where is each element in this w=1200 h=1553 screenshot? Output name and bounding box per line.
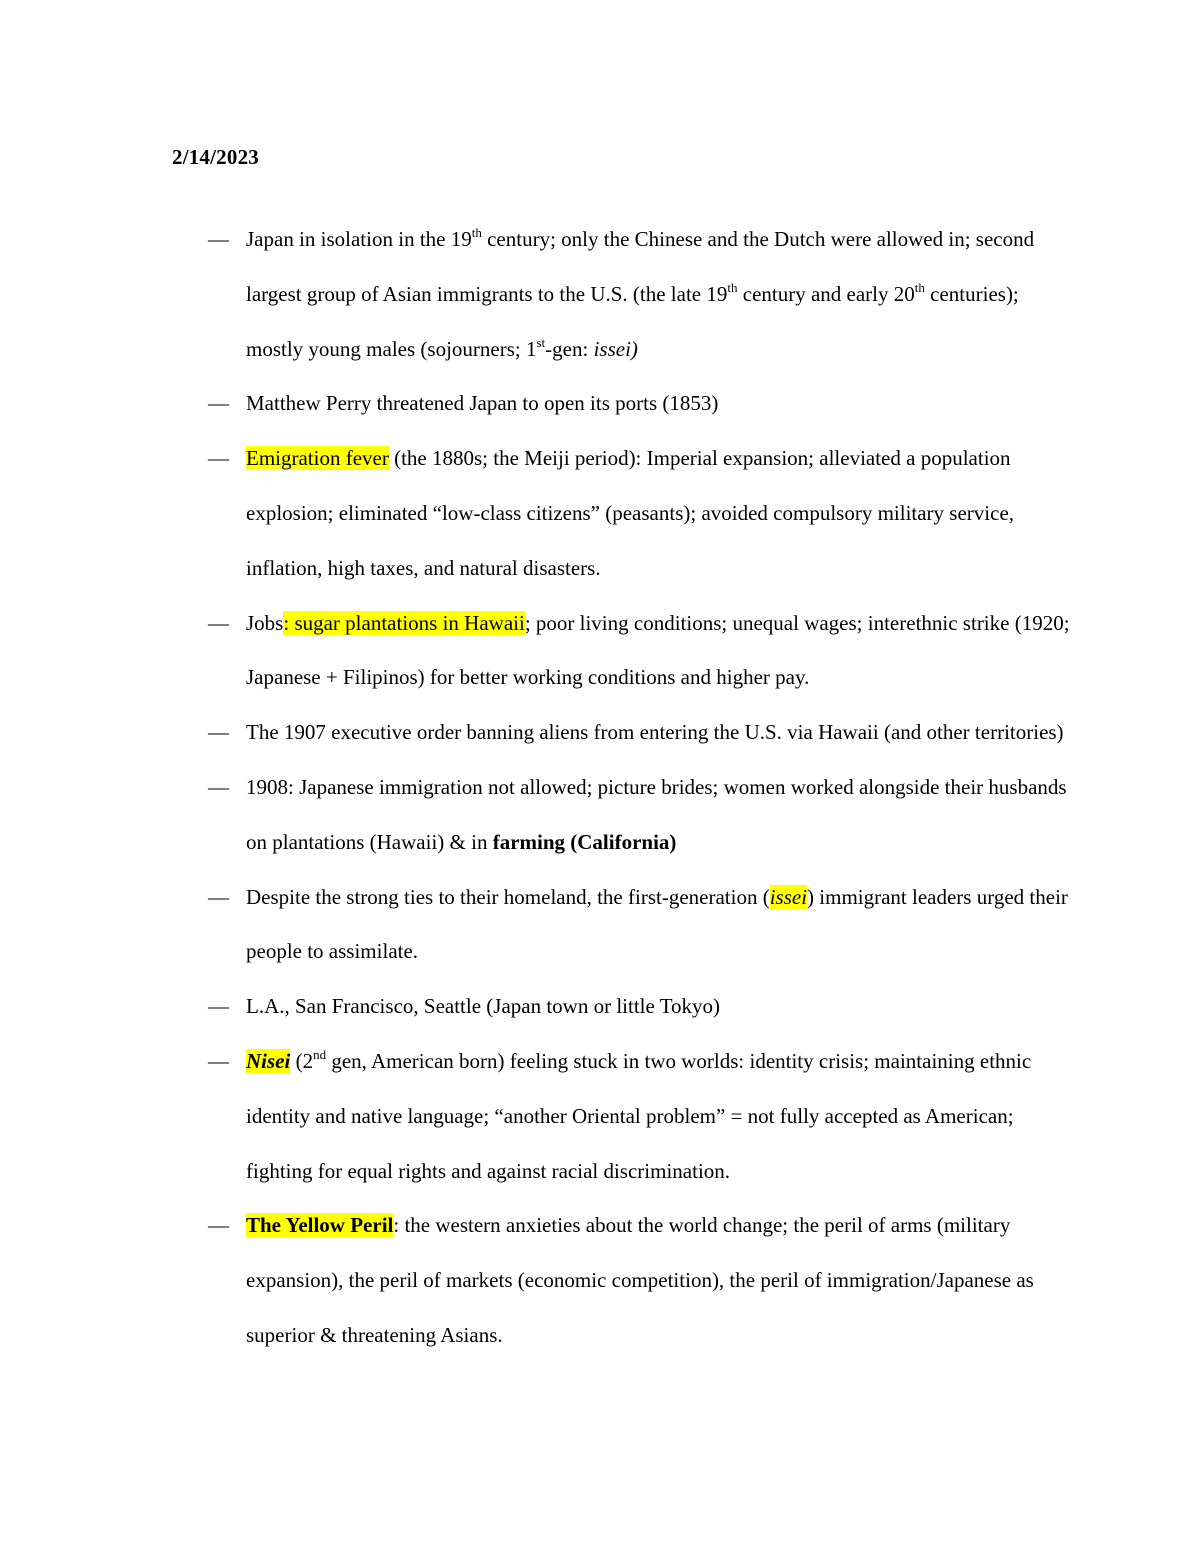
dash-bullet: — [208, 610, 229, 635]
note-text: ) immigrant leaders urged their people to assimilate. [246, 884, 1068, 964]
highlighted-term: The Yellow Peril [246, 1213, 394, 1238]
note-1908 [0, 760, 1200, 870]
superscript: th [727, 279, 738, 295]
highlighted-term: issei [769, 884, 808, 909]
bold-term: farming (California) [492, 829, 677, 854]
note-text: L.A., San Francisco, Seattle (Japan town or little Tokyo) [246, 994, 721, 1019]
note-text: Japan in isolation in the 19 [246, 227, 472, 251]
note-text: century and early 20 [737, 281, 915, 306]
dash-bullet: — [208, 1213, 229, 1238]
dash-bullet: — [208, 446, 229, 471]
italic-term: issei) [593, 336, 638, 361]
dash-bullet: — [208, 227, 229, 251]
dash-bullet: — [208, 720, 229, 745]
superscript: st [536, 334, 546, 350]
dash-bullet: — [208, 884, 229, 909]
superscript: th [471, 225, 482, 240]
highlighted-term: Emigration fever [246, 446, 389, 471]
note-text: : the western anxieties about the world change; the peril of arms (military expansion), the peril of markets (economic competition), the peril of immigration/Japanese as superior & threatening Asians. [246, 1213, 1034, 1347]
dash-bullet: — [208, 391, 229, 416]
dash-bullet: — [208, 1048, 229, 1073]
note-text: Jobs [246, 610, 284, 635]
note-nisei [0, 1034, 1200, 1198]
note-executive-order [0, 705, 1200, 760]
highlighted-term: Nisei [246, 1048, 291, 1073]
note-text: Matthew Perry threatened Japan to open its ports (1853) [246, 391, 719, 416]
note-text: The 1907 executive order banning aliens from entering the U.S. via Hawaii (and other territories) [246, 720, 1064, 745]
note-text: gen, American born) feeling stuck in two worlds: identity crisis; maintaining ethnic identity and native language; “another Oriental problem” = not fully accepted as American; fighting for equal rights and against racial discrimination. [246, 1048, 1032, 1183]
note-cities [0, 979, 1200, 1034]
note-date: 2/14/2023 [172, 145, 259, 169]
note-text: century; only the Chinese and the Dutch were allowed in; second largest group of Asian immigrants to the U.S. (the late 19 [246, 227, 1035, 306]
note-matthew-perry [0, 376, 1200, 431]
note-issei-leaders [0, 870, 1200, 980]
notes-list [0, 212, 1200, 1363]
note-emigration-fever [0, 431, 1200, 595]
note-japan-isolation [0, 212, 1200, 376]
note-yellow-peril [0, 1198, 1200, 1362]
highlighted-term: : sugar plantations in Hawaii [283, 610, 525, 635]
superscript: th [914, 279, 925, 295]
note-text: (the 1880s; the Meiji period): Imperial expansion; alleviated a population explosion; eliminated “low-class citizens” (peasants); avoided compulsory military service, inflation, high taxes, and natural disasters. [246, 446, 1015, 580]
note-text: Despite the strong ties to their homeland, the first-generation ( [246, 884, 770, 909]
note-text: (2 [290, 1048, 314, 1073]
dash-bullet: — [208, 774, 229, 799]
superscript: nd [313, 1046, 327, 1062]
note-text: ; poor living conditions; unequal wages; interethnic strike (1920; Japanese + Filipinos) for better working conditions and higher pay. [246, 610, 1070, 690]
note-text: centuries); mostly young males (sojourners; 1 [246, 281, 1019, 361]
note-text: -gen: [545, 336, 594, 361]
note-text: 1908: Japanese immigration not allowed; picture brides; women worked alongside their husbands on plantations (Hawaii) & in [246, 774, 1067, 854]
note-jobs [0, 596, 1200, 706]
dash-bullet: — [208, 994, 229, 1019]
